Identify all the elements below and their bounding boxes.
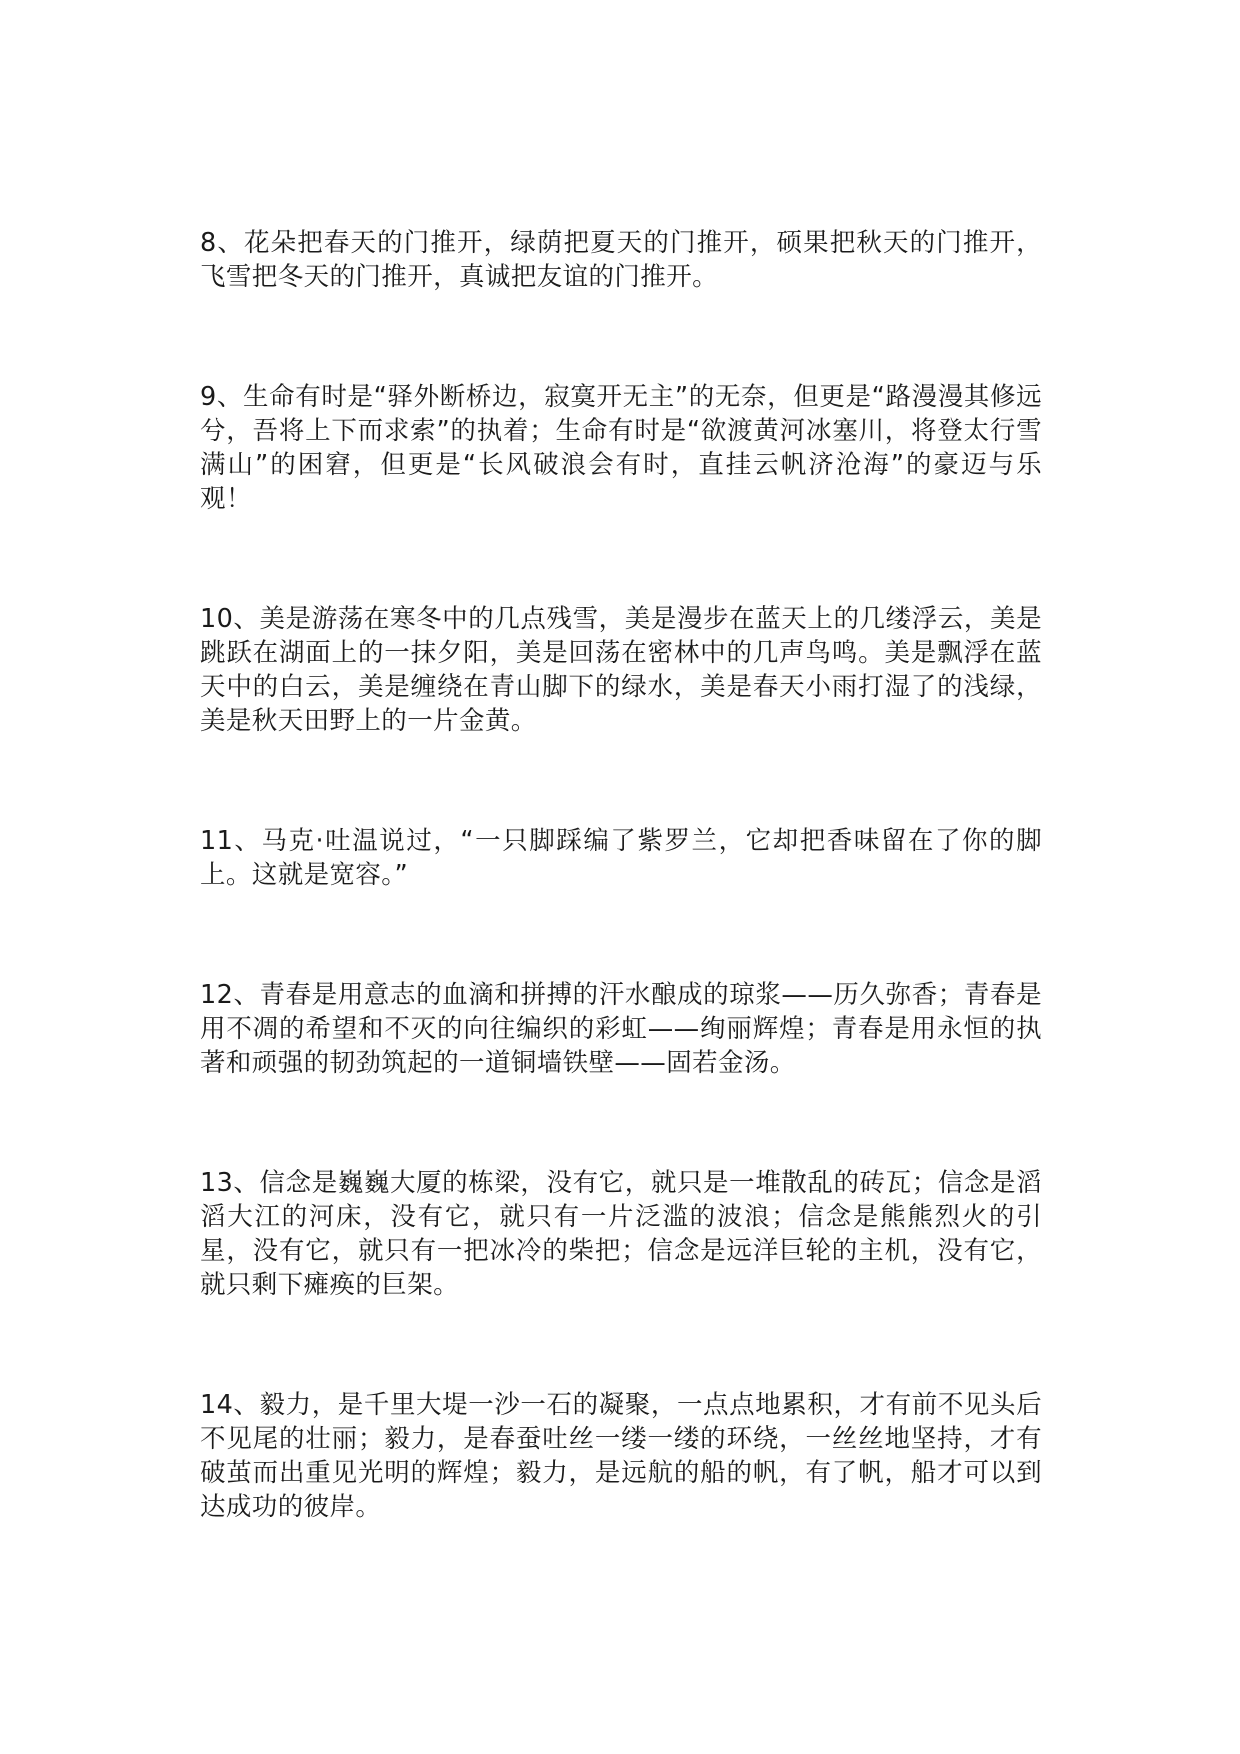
paragraph-12: 12、青春是用意志的血滴和拼搏的汗水酿成的琼浆——历久弥香；青春是用不凋的希望和不灭的向往编织的彩虹——绚丽辉煌；青春是用永恒的执著和顽强的韧劲筑起的一道铜墙铁壁——固若金汤。: [200, 980, 1042, 1078]
paragraph-13: 13、信念是巍巍大厦的栋梁，没有它，就只是一堆散乱的砖瓦；信念是滔滔大江的河床，没有它，就只有一片泛滥的波浪；信念是熊熊烈火的引星，没有它，就只有一把冰冷的柴把；信念是远洋巨轮的主机，没有它，就只剩下瘫痪的巨架。: [200, 1168, 1042, 1300]
paragraph-8: 8、花朵把春天的门推开，绿荫把夏天的门推开，硕果把秋天的门推开，飞雪把冬天的门推开，真诚把友谊的门推开。: [200, 228, 1042, 292]
paragraph-10: 10、美是游荡在寒冬中的几点残雪，美是漫步在蓝天上的几缕浮云，美是跳跃在湖面上的一抹夕阳，美是回荡在密林中的几声鸟鸣。美是飘浮在蓝天中的白云，美是缠绕在青山脚下的绿水，美是春天小雨打湿了的浅绿，美是秋天田野上的一片金黄。: [200, 604, 1042, 736]
paragraph-14: 14、毅力，是千里大堤一沙一石的凝聚，一点点地累积，才有前不见头后不见尾的壮丽；毅力，是春蚕吐丝一缕一缕的环绕，一丝丝地坚持，才有破茧而出重见光明的辉煌；毅力，是远航的船的帆，有了帆，船才可以到达成功的彼岸。: [200, 1390, 1042, 1522]
paragraph-9: 9、生命有时是“驿外断桥边，寂寞开无主”的无奈，但更是“路漫漫其修远兮，吾将上下而求索”的执着；生命有时是“欲渡黄河冰塞川，将登太行雪满山”的困窘，但更是“长风破浪会有时，直挂云帆济沧海”的豪迈与乐观！: [200, 382, 1042, 514]
paragraph-11: 11、马克·吐温说过，“一只脚踩编了紫罗兰，它却把香味留在了你的脚上。这就是宽容。”: [200, 826, 1042, 890]
